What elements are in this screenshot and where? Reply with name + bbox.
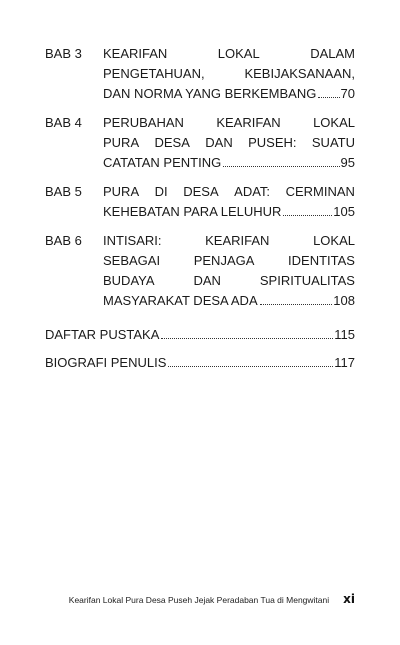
title-word: PUSEH: bbox=[248, 135, 297, 150]
title-word: DESA bbox=[183, 184, 219, 199]
dot-leader bbox=[318, 97, 339, 98]
title-word: SPIRITUALITAS bbox=[259, 273, 355, 288]
title-word: SUATU bbox=[311, 135, 355, 150]
title-word: BUDAYA bbox=[103, 273, 155, 288]
page-number: 70 bbox=[340, 86, 355, 101]
chapter-title-last-line bbox=[103, 202, 355, 222]
title-word: PERUBAHAN bbox=[103, 115, 184, 130]
title-last-text: MASYARAKAT DESA ADA bbox=[103, 293, 258, 308]
page-number: 95 bbox=[340, 155, 355, 170]
page-number: 117 bbox=[334, 355, 355, 370]
chapter-title-line bbox=[103, 64, 355, 84]
title-word: IDENTITAS bbox=[288, 253, 355, 268]
title-word: DESA bbox=[154, 135, 190, 150]
title-word: LOKAL bbox=[313, 233, 355, 248]
dot-leader bbox=[283, 215, 332, 216]
title-last-text: KEHEBATAN PARA LELUHUR bbox=[103, 204, 282, 219]
title-word: PURA bbox=[103, 184, 140, 199]
chapter-title-last-line bbox=[103, 84, 355, 104]
table-of-contents bbox=[45, 44, 355, 381]
entry-label: DAFTAR PUSTAKA bbox=[45, 327, 160, 342]
chapter-number: BAB 6 bbox=[45, 233, 82, 248]
title-word: KEARIFAN bbox=[216, 115, 281, 130]
title-word: DAN bbox=[193, 273, 221, 288]
toc-entry-bab-3 bbox=[45, 44, 355, 104]
page-footer bbox=[0, 592, 355, 606]
chapter-title bbox=[103, 44, 355, 104]
title-word: PURA bbox=[103, 135, 140, 150]
footer-page-number: xi bbox=[343, 592, 355, 606]
chapter-number: BAB 4 bbox=[45, 115, 82, 130]
chapter-title-line bbox=[103, 113, 355, 133]
entry-label: BIOGRAFI PENULIS bbox=[45, 355, 167, 370]
chapter-title-line bbox=[103, 271, 355, 291]
page-number: 108 bbox=[333, 293, 355, 308]
chapter-title-line bbox=[103, 182, 355, 202]
page-number: 105 bbox=[333, 204, 355, 219]
dot-leader bbox=[223, 166, 339, 167]
dot-leader bbox=[168, 366, 333, 367]
title-last-text: DAN NORMA YANG BERKEMBANG bbox=[103, 86, 317, 101]
chapter-title bbox=[103, 231, 355, 311]
chapter-title bbox=[103, 182, 355, 222]
toc-entry-bab-5 bbox=[45, 182, 355, 222]
chapter-title-last-line bbox=[103, 291, 355, 311]
toc-entry-bab-4 bbox=[45, 113, 355, 173]
title-word: LOKAL bbox=[313, 115, 355, 130]
chapter-title bbox=[103, 113, 355, 173]
title-word: LOKAL bbox=[217, 46, 260, 61]
title-word: SEBAGAI bbox=[103, 253, 161, 268]
title-word: PENJAGA bbox=[193, 253, 255, 268]
chapter-title-line bbox=[103, 231, 355, 251]
toc-entry-bab-6 bbox=[45, 231, 355, 311]
running-footer-title: Kearifan Lokal Pura Desa Puseh Jejak Peradaban Tua di Mengwitani bbox=[68, 595, 330, 605]
toc-entry-daftar-pustaka bbox=[45, 325, 355, 345]
title-word: KEARIFAN bbox=[103, 46, 168, 61]
title-word: INTISARI: bbox=[103, 233, 162, 248]
title-word: DALAM bbox=[310, 46, 355, 61]
toc-entry-biografi-penulis bbox=[45, 353, 355, 373]
title-word: DI bbox=[154, 184, 168, 199]
dot-leader bbox=[260, 304, 333, 305]
title-word: PENGETAHUAN, bbox=[103, 66, 205, 81]
chapter-title-line bbox=[103, 251, 355, 271]
chapter-number: BAB 3 bbox=[45, 46, 82, 61]
title-word: DAN bbox=[205, 135, 233, 150]
dot-leader bbox=[161, 338, 333, 339]
page-number: 115 bbox=[334, 327, 355, 342]
title-word: KEBIJAKSANAAN, bbox=[244, 66, 355, 81]
title-word: ADAT: bbox=[234, 184, 271, 199]
chapter-title-line bbox=[103, 133, 355, 153]
chapter-title-line bbox=[103, 44, 355, 64]
title-word: CERMINAN bbox=[285, 184, 355, 199]
title-last-text: CATATAN PENTING bbox=[103, 155, 222, 170]
chapter-number: BAB 5 bbox=[45, 184, 82, 199]
title-word: KEARIFAN bbox=[205, 233, 270, 248]
chapter-title-last-line bbox=[103, 153, 355, 173]
